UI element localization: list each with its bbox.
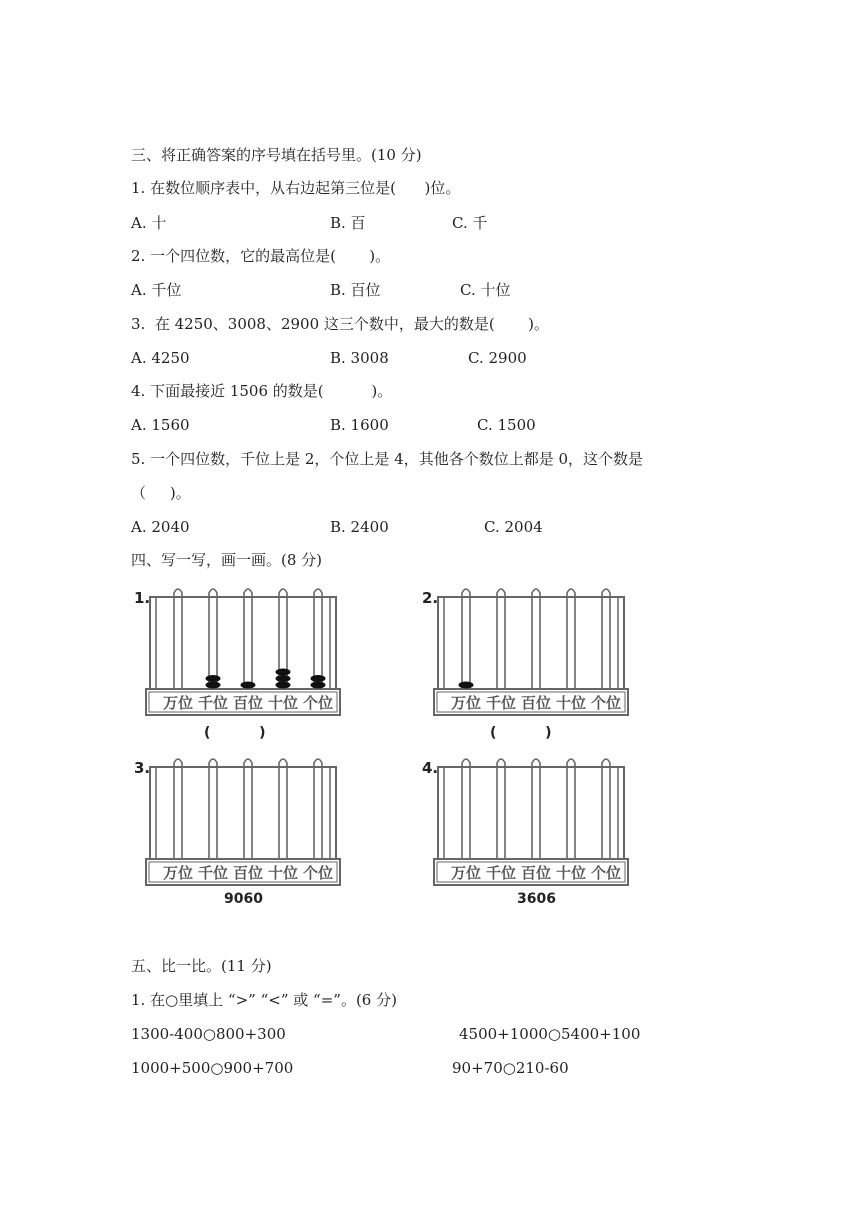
abacus-rod bbox=[567, 589, 575, 689]
abacus-frame bbox=[132, 755, 352, 890]
place-label: 百位 bbox=[232, 864, 264, 882]
q2-option-a: A. 千位 bbox=[131, 281, 182, 299]
abacus-frame bbox=[420, 585, 640, 720]
place-label: 百位 bbox=[232, 694, 264, 712]
q1-option-b: B. 百 bbox=[330, 214, 366, 232]
section5-title: 五、比一比。(11 分) bbox=[131, 957, 272, 975]
abacus-bead bbox=[311, 682, 326, 689]
compare-item-2: 4500+1000○5400+100 bbox=[459, 1025, 641, 1043]
question-2: 2. 一个四位数，它的最高位是( )。 bbox=[131, 247, 391, 265]
abacus-bead bbox=[276, 682, 291, 689]
abacus-rod bbox=[602, 759, 610, 859]
q4-option-c: C. 1500 bbox=[477, 416, 536, 434]
compare-item-3: 1000+500○900+700 bbox=[131, 1059, 294, 1077]
frame-rect bbox=[150, 767, 336, 859]
abacus-number: 4. bbox=[422, 759, 439, 777]
abacus-rod bbox=[209, 759, 217, 859]
compare-item-1: 1300-400○800+300 bbox=[131, 1025, 286, 1043]
abacus-bead bbox=[459, 682, 474, 689]
place-label: 千位 bbox=[197, 694, 229, 712]
q5-option-c: C. 2004 bbox=[484, 518, 543, 536]
abacus-rod bbox=[462, 759, 470, 859]
frame-rect bbox=[150, 597, 336, 689]
q2-option-c: C. 十位 bbox=[460, 281, 511, 299]
place-label: 十位 bbox=[267, 864, 299, 882]
abacus-2 bbox=[420, 585, 640, 745]
abacus-rod bbox=[314, 589, 322, 689]
abacus-rod bbox=[497, 759, 505, 859]
q5-option-a: A. 2040 bbox=[131, 518, 190, 536]
q4-option-a: A. 1560 bbox=[131, 416, 190, 434]
place-label: 千位 bbox=[485, 864, 517, 882]
abacus-rod bbox=[497, 589, 505, 689]
abacus-rod bbox=[244, 759, 252, 859]
abacus-bead bbox=[276, 675, 291, 682]
frame-rect bbox=[438, 767, 624, 859]
section3-title: 三、将正确答案的序号填在括号里。(10 分) bbox=[131, 146, 422, 164]
place-label: 个位 bbox=[590, 694, 622, 712]
abacus-number: 2. bbox=[422, 589, 439, 607]
abacus-bead bbox=[241, 682, 256, 689]
abacus-rod bbox=[209, 589, 217, 689]
frame-rect bbox=[438, 597, 624, 689]
place-label: 千位 bbox=[197, 864, 229, 882]
abacus-answer-blank: ( ) bbox=[490, 725, 552, 741]
place-label: 万位 bbox=[162, 864, 194, 882]
compare-item-4: 90+70○210-60 bbox=[452, 1059, 569, 1077]
place-label: 十位 bbox=[555, 864, 587, 882]
question-1: 1. 在数位顺序表中，从右边起第三位是( )位。 bbox=[131, 179, 461, 197]
abacus-rod bbox=[462, 589, 470, 689]
abacus-4 bbox=[420, 755, 640, 915]
abacus-rod bbox=[174, 759, 182, 859]
place-label: 万位 bbox=[450, 864, 482, 882]
abacus-rod bbox=[314, 759, 322, 859]
abacus-bead bbox=[311, 675, 326, 682]
abacus-rod bbox=[244, 589, 252, 689]
abacus-target-number: 9060 bbox=[224, 891, 263, 907]
place-label: 千位 bbox=[485, 694, 517, 712]
section4-title: 四、写一写，画一画。(8 分) bbox=[131, 551, 323, 569]
abacus-rod bbox=[532, 759, 540, 859]
q3-option-a: A. 4250 bbox=[131, 349, 190, 367]
place-label: 个位 bbox=[302, 694, 334, 712]
q3-option-b: B. 3008 bbox=[330, 349, 389, 367]
question-3: 3. 在 4250、3008、2900 这三个数中，最大的数是( )。 bbox=[131, 315, 549, 333]
place-label: 个位 bbox=[302, 864, 334, 882]
question-5-continuation: （ )。 bbox=[131, 484, 191, 502]
place-label: 十位 bbox=[555, 694, 587, 712]
place-label: 百位 bbox=[520, 694, 552, 712]
section5-sub1: 1. 在○里填上 “>” “<” 或 “=”。(6 分) bbox=[131, 991, 397, 1009]
question-4: 4. 下面最接近 1506 的数是( )。 bbox=[131, 382, 393, 400]
q5-option-b: B. 2400 bbox=[330, 518, 389, 536]
abacus-number: 3. bbox=[134, 759, 151, 777]
place-label: 万位 bbox=[450, 694, 482, 712]
place-label: 万位 bbox=[162, 694, 194, 712]
q4-option-b: B. 1600 bbox=[330, 416, 389, 434]
q1-option-a: A. 十 bbox=[131, 214, 167, 232]
abacus-bead bbox=[206, 682, 221, 689]
abacus-rod bbox=[279, 759, 287, 859]
abacus-3 bbox=[132, 755, 352, 915]
abacus-bead bbox=[276, 669, 291, 676]
abacus-bead bbox=[206, 675, 221, 682]
abacus-number: 1. bbox=[134, 589, 151, 607]
abacus-rod bbox=[174, 589, 182, 689]
place-label: 百位 bbox=[520, 864, 552, 882]
abacus-rod bbox=[532, 589, 540, 689]
abacus-rod bbox=[567, 759, 575, 859]
abacus-target-number: 3606 bbox=[517, 891, 556, 907]
q3-option-c: C. 2900 bbox=[468, 349, 527, 367]
place-label: 个位 bbox=[590, 864, 622, 882]
place-label: 十位 bbox=[267, 694, 299, 712]
q2-option-b: B. 百位 bbox=[330, 281, 381, 299]
abacus-answer-blank: ( ) bbox=[204, 725, 266, 741]
abacus-frame bbox=[132, 585, 352, 720]
abacus-rod bbox=[602, 589, 610, 689]
q1-option-c: C. 千 bbox=[452, 214, 488, 232]
abacus-frame bbox=[420, 755, 640, 890]
question-5: 5. 一个四位数，千位上是 2，个位上是 4，其他各个数位上都是 0，这个数是 bbox=[131, 450, 644, 468]
abacus-1 bbox=[132, 585, 352, 745]
